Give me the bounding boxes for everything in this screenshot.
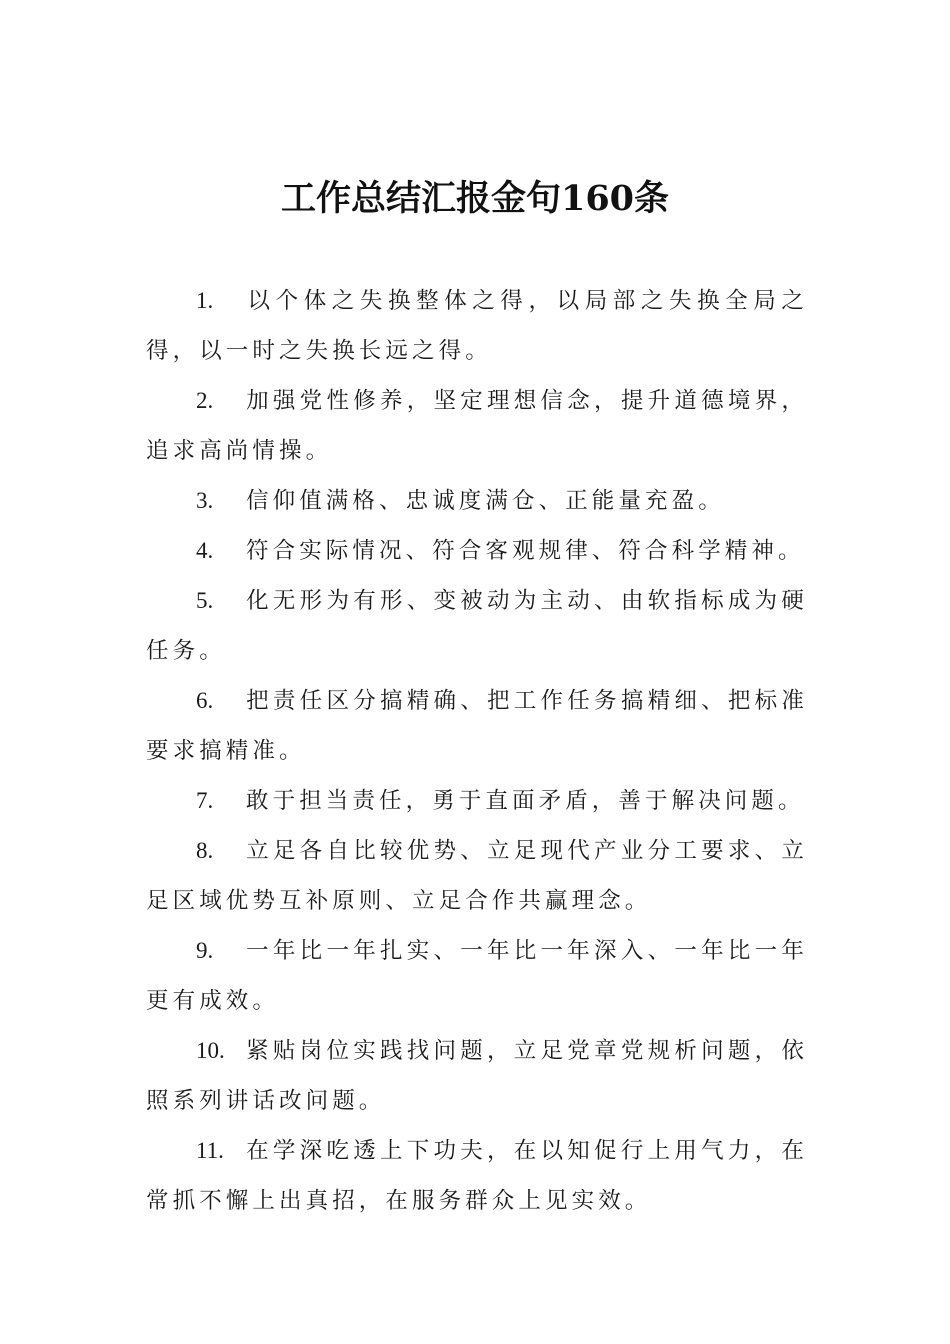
- item-text: 信仰值满格、忠诚度满仓、正能量充盈。: [246, 488, 725, 514]
- item-text: 化无形为有形、变被动为主动、由软指标成为硬任务。: [146, 588, 808, 664]
- item-text: 敢于担当责任，勇于直面矛盾，善于解决问题。: [246, 788, 805, 814]
- list-item: [146, 926, 808, 1026]
- list-item: [146, 776, 808, 826]
- list-item: [146, 276, 808, 376]
- item-number: 11.: [196, 1138, 224, 1163]
- list-item: [146, 676, 808, 776]
- item-text: 把责任区分搞精确、把工作任务搞精细、把标准要求搞精准。: [146, 688, 808, 764]
- list-item: [146, 376, 808, 476]
- item-text: 在学深吃透上下功夫，在以知促行上用气力，在常抓不懈上出真招，在服务群众上见实效。: [146, 1138, 808, 1214]
- item-number: 7.: [196, 788, 214, 813]
- item-number: 10.: [196, 1038, 225, 1063]
- item-number: 2.: [196, 388, 214, 413]
- item-number: 3.: [196, 488, 214, 513]
- item-text: 立足各自比较优势、立足现代产业分工要求、立足区域优势互补原则、立足合作共赢理念。: [146, 838, 808, 914]
- item-text: 符合实际情况、符合客观规律、符合科学精神。: [246, 538, 805, 564]
- list-item: [146, 826, 808, 926]
- item-number: 8.: [196, 838, 214, 863]
- item-number: 6.: [196, 688, 214, 713]
- item-number: 4.: [196, 538, 214, 563]
- list-item: [146, 1126, 808, 1226]
- item-text: 以个体之失换整体之得，以局部之失换全局之得，以一时之失换长远之得。: [146, 288, 808, 364]
- item-number: 5.: [196, 588, 214, 613]
- item-text: 紧贴岗位实践找问题，立足党章党规析问题，依照系列讲话改问题。: [146, 1038, 808, 1114]
- list-item: [146, 1026, 808, 1126]
- list-item: [146, 576, 808, 676]
- item-text: 加强党性修养，坚定理想信念，提升道德境界，追求高尚情操。: [146, 388, 808, 464]
- list-item: [146, 526, 808, 576]
- item-number: 1.: [196, 288, 214, 313]
- document-body: [146, 276, 808, 1226]
- list-item: [146, 476, 808, 526]
- item-text: 一年比一年扎实、一年比一年深入、一年比一年更有成效。: [146, 938, 808, 1014]
- document-title: 工作总结汇报金句160条: [280, 178, 670, 219]
- item-number: 9.: [196, 938, 214, 963]
